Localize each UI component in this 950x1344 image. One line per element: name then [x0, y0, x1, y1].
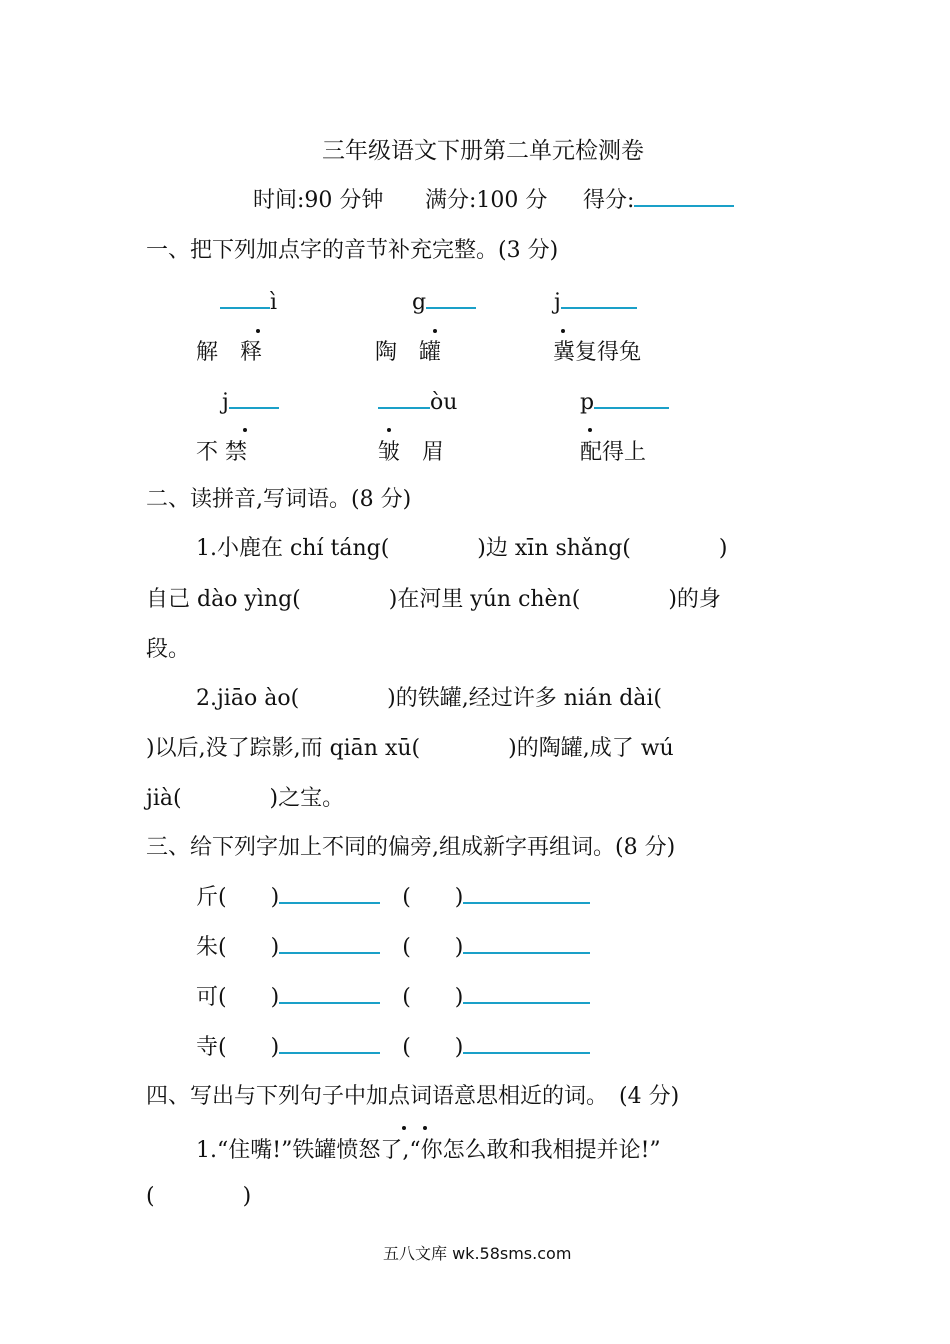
radical-row: 可( ) ( ): [196, 987, 590, 1009]
section-1-heading: 一、把下列加点字的音节补充完整。(3 分): [146, 238, 559, 263]
answer-blank[interactable]: [220, 306, 270, 309]
pinyin-blank-3: [554, 292, 637, 314]
word-blank[interactable]: [279, 901, 380, 904]
word-blank[interactable]: [463, 901, 590, 904]
s2-line-1: 1.小鹿在 chí táng( )边 xīn shǎng( ): [196, 536, 728, 561]
answer-blank[interactable]: [561, 306, 637, 309]
radical-row: 寺( ) ( ): [196, 1037, 590, 1059]
emphasis-dot: [423, 1126, 427, 1130]
answer-blank[interactable]: [426, 306, 476, 309]
section-2-heading: 二、读拼音,写词语。(8 分): [146, 487, 412, 512]
pinyin-blank-6: [580, 392, 669, 414]
s2-line-2: 自己 dào yìng( )在河里 yún chèn( )的身: [146, 587, 721, 612]
word-3: 冀复得兔: [553, 340, 642, 365]
emphasis-dot: [256, 329, 260, 333]
pinyin-blank-4: [222, 392, 279, 414]
pinyin-hint: ì: [270, 290, 278, 315]
word-blank[interactable]: [279, 1001, 380, 1004]
emphasis-dot: [243, 428, 247, 432]
word-blank[interactable]: [279, 1051, 380, 1054]
radical-row: 斤( ) ( ): [196, 887, 590, 909]
pinyin-blank-5: [378, 392, 457, 414]
emphasis-dot: [433, 329, 437, 333]
pinyin-hint: p: [580, 390, 595, 415]
s4-answer-blank[interactable]: ( ): [146, 1184, 252, 1209]
time-label: 时间:90 分钟: [253, 188, 384, 213]
score-blank[interactable]: [634, 204, 734, 207]
emphasis-dot: [387, 428, 391, 432]
pinyin-hint: j: [554, 290, 561, 315]
word-blank[interactable]: [463, 1051, 590, 1054]
word-6: 配得上: [580, 440, 647, 465]
score-label-text: 得分:: [583, 188, 635, 213]
s2-line-5: )以后,没了踪影,而 qiān xū( )的陶罐,成了 wú: [146, 736, 674, 761]
score-label: [583, 190, 734, 212]
pinyin-blank-2: [412, 292, 476, 314]
base-char: 朱: [196, 935, 219, 960]
pinyin-hint: j: [222, 390, 229, 415]
answer-blank[interactable]: [378, 406, 430, 409]
pinyin-hint: g: [412, 290, 427, 315]
word-2: 陶 罐: [375, 340, 442, 365]
radical-row: 朱( ) ( ): [196, 937, 590, 959]
word-5: 皱 眉: [378, 440, 445, 465]
page-title: 三年级语文下册第二单元检测卷: [322, 138, 644, 164]
section-4-heading: 四、写出与下列句子中加点词语意思相近的词。 (4 分): [146, 1084, 680, 1109]
full-score-label: 满分:100 分: [425, 188, 548, 213]
s2-line-4: 2.jiāo ào( )的铁罐,经过许多 nián dài(: [196, 686, 663, 711]
word-blank[interactable]: [279, 951, 380, 954]
s2-line-3: 段。: [146, 637, 191, 662]
word-blank[interactable]: [463, 951, 590, 954]
section-3-heading: 三、给下列字加上不同的偏旁,组成新字再组词。(8 分): [146, 835, 676, 860]
pinyin-hint: òu: [430, 390, 458, 415]
s4-question-1: 1.“住嘴!”铁罐愤怒了,“你怎么敢和我相提并论!”: [196, 1138, 661, 1163]
base-char: 可: [196, 985, 219, 1010]
footer-watermark: 五八文库 wk.58sms.com: [383, 1244, 572, 1263]
word-1: 解 释: [196, 340, 263, 365]
answer-blank[interactable]: [594, 406, 669, 409]
base-char: 斤: [196, 885, 219, 910]
word-blank[interactable]: [463, 1001, 590, 1004]
emphasis-dot: [588, 428, 592, 432]
answer-blank[interactable]: [229, 406, 279, 409]
emphasis-dot: [561, 329, 565, 333]
emphasis-dot: [402, 1126, 406, 1130]
pinyin-blank-1: [220, 292, 277, 314]
s2-line-6: jià( )之宝。: [146, 786, 345, 811]
word-4: 不 禁: [196, 440, 247, 465]
base-char: 寺: [196, 1035, 219, 1060]
